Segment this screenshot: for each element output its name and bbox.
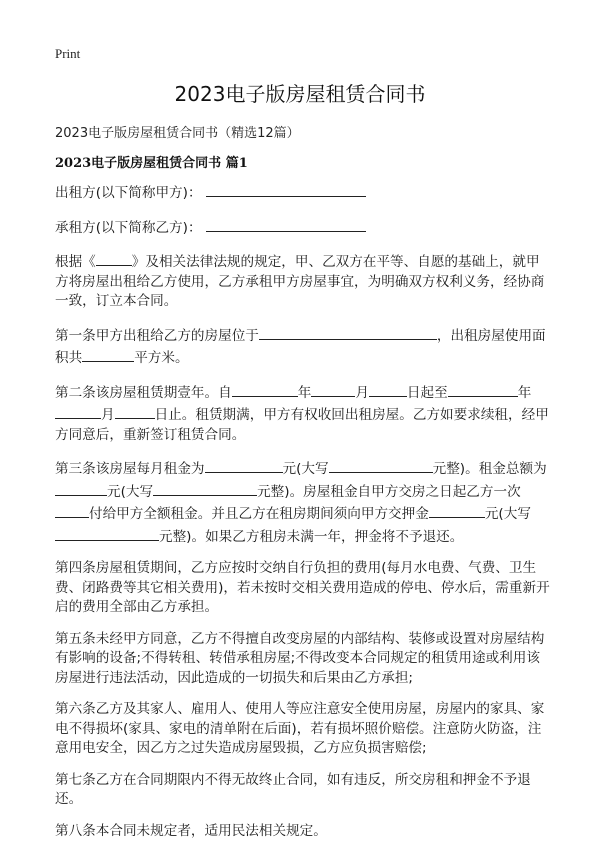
text: 第三条该房屋每月租金为 (55, 461, 205, 477)
print-link[interactable]: Print (55, 46, 81, 61)
lessor-line (55, 181, 552, 204)
address-blank (259, 324, 437, 340)
article-2 (55, 381, 552, 446)
text: 元(大写 (282, 461, 329, 477)
lessee-blank (206, 216, 366, 232)
start-day-blank (369, 381, 407, 397)
article-6: 第六条乙方及其家人、雇用人、使用人等应注意安全使用房屋，房屋内的家具、家电不得损坏(家具、家电的清单附在后面)，若有损坏照价赔偿。注意防火防盗，注意用电安全，因乙方之过失造成房屋毁损，乙方应负损害赔偿; (55, 701, 545, 756)
text: 》及相关法律法规的规定，甲、乙双方在平等、自愿的基础上，就甲方将房屋出租给乙方使用，乙方承租甲方房屋事宜，为明确双方权利义务，经协商一致，订立本合同。 (55, 254, 545, 309)
law-name-blank (96, 250, 132, 266)
deposit-words-blank (55, 525, 159, 541)
end-year-blank (448, 381, 518, 397)
monthly-rent-blank (205, 457, 283, 473)
lessor-label: 出租方(以下简称甲方)： (55, 185, 202, 201)
article-1 (55, 324, 552, 369)
total-rent-words-blank (153, 480, 257, 496)
document-title: 2023电子版房屋租赁合同书 (174, 82, 426, 106)
payment-blank (55, 502, 89, 518)
text: 付给甲方全额租金。并且乙方在租房期间须向甲方交押金 (89, 506, 429, 522)
text: 第二条该房屋租赁期壹年。自 (55, 384, 232, 401)
monthly-rent-words-blank (329, 457, 433, 473)
lessee-label: 承租方(以下简称乙方)： (55, 219, 202, 236)
text: 月 (355, 384, 369, 401)
section-heading: 2023电子版房屋租赁合同书 篇1 (55, 156, 248, 171)
text: 年 (517, 384, 532, 401)
text: 元(大写 (484, 506, 531, 522)
document-subtitle: 2023电子版房屋租赁合同书（精选12篇） (55, 126, 300, 141)
text: 根据《 (55, 254, 96, 270)
text: 日起至 (406, 384, 448, 401)
end-month-blank (55, 403, 101, 419)
text: 日止。租赁期满，甲方有权收回出租房屋。乙方如要求续租，经甲方同意后，重新签订租赁合同。 (55, 407, 549, 443)
text: ，出租房屋使用面积共 (55, 327, 546, 366)
deposit-blank (429, 502, 485, 518)
text: 元整)。如果乙方租房未满一年，押金将不予退还。 (159, 528, 464, 545)
text: 元整)。租金总额为 (432, 461, 547, 477)
article-4: 第四条房屋租赁期间，乙方应按时交纳自行负担的费用(每月水电费、气费、卫生费、闭路费等其它相关费用)，若未按时交相关费用造成的停电、停水后，需重新开启的费用全部由乙方承担。 (55, 560, 550, 615)
text: 年 (297, 384, 312, 401)
total-rent-blank (55, 480, 107, 496)
end-day-blank (115, 403, 155, 419)
text: 第一条甲方出租给乙方的房屋位于 (55, 327, 259, 344)
start-year-blank (232, 381, 298, 397)
area-blank (82, 346, 134, 362)
contract-body (55, 181, 552, 853)
lessor-blank (206, 181, 366, 197)
start-month-blank (311, 381, 355, 397)
lessee-line (55, 216, 552, 239)
intro-paragraph (55, 250, 552, 312)
text: 平方米。 (134, 350, 189, 366)
text: 月 (101, 407, 115, 423)
article-3 (55, 457, 552, 547)
text: 元(大写 (107, 483, 154, 500)
text: 元整)。房屋租金自甲方交房之日起乙方一次 (257, 483, 521, 500)
article-7: 第七条乙方在合同期限内不得无故终止合同，如有违反，所交房租和押金不予退还。 (55, 771, 531, 807)
article-8: 第八条本合同未规定者，适用民法相关规定。 (55, 822, 327, 839)
article-5: 第五条未经甲方同意，乙方不得擅自改变房屋的内部结构、装修或设置对房屋结构有影响的设备;不得转租、转借承租房屋;不得改变本合同规定的租赁用途或利用该房屋进行违法活动，因此造成的一切损失和后果由乙方承担; (55, 630, 545, 686)
